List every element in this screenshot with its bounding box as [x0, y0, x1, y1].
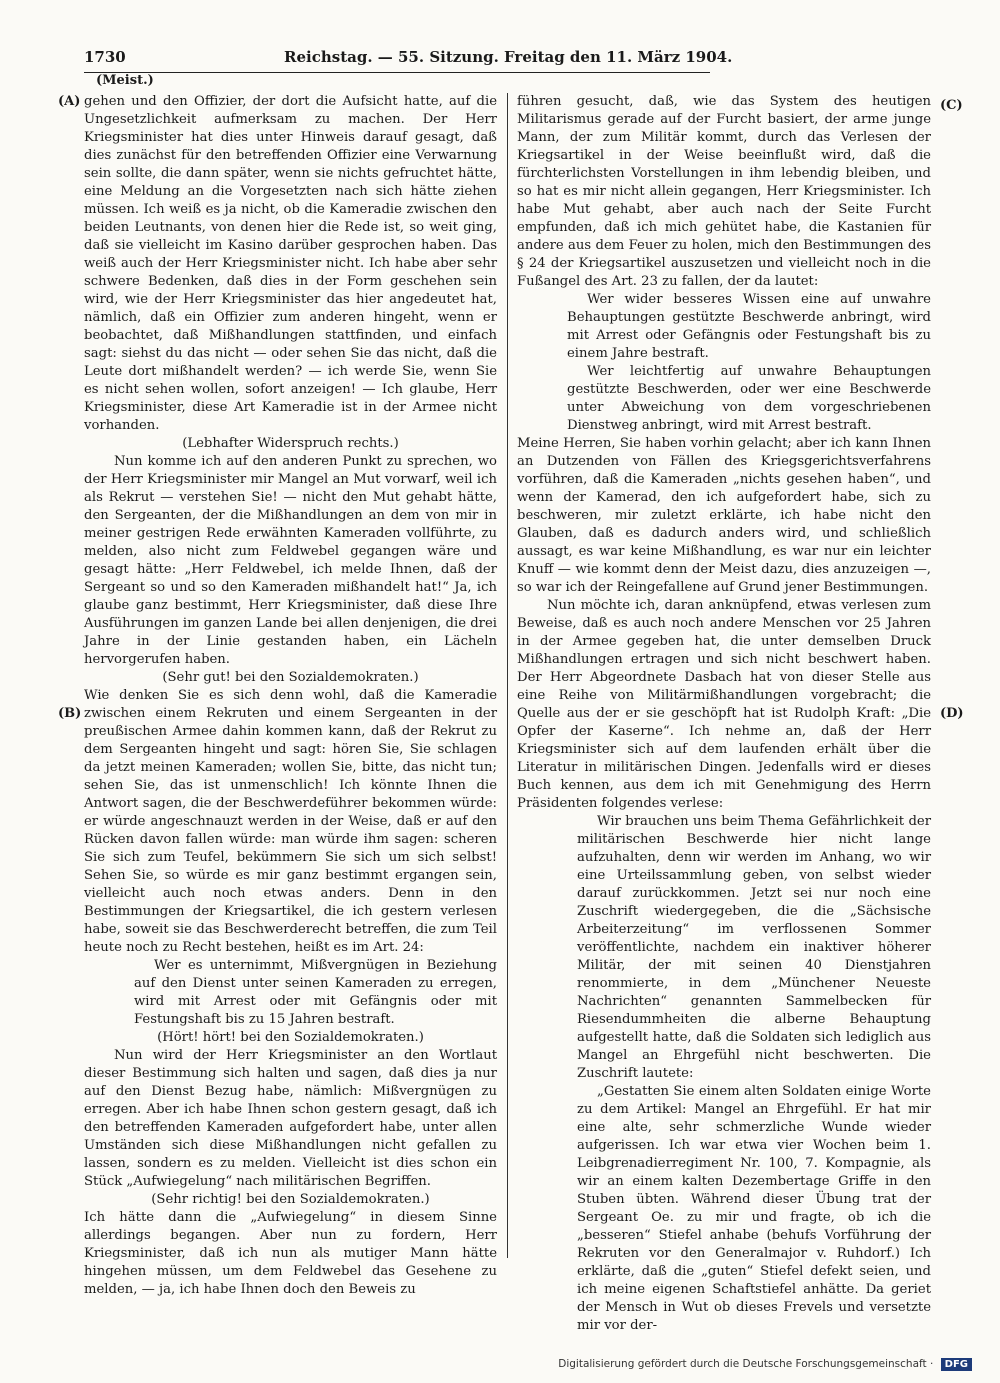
- paragraph: Wie denken Sie es sich denn wohl, daß die Kameradie zwischen einem Rekruten und einem Sergeanten in der preußischen Armee dahin kommen kann, daß der Rekrut zu dem Sergeanten hingeht und sagt: hören Sie, Sie schlagen da jetzt meinen Kameraden; wollen Sie, bitte, das nicht tun; sehen Sie, das ist unmenschlich! Ich könnte Ihnen die Antwort sagen, die der Beschwerdeführer bekommen würde: er würde angeschnauzt werden in der Weise, daß er auf den Rücken davon fallen würde: man würde ihm sagen: scheren Sie sich zum Teufel, bekümmern Sie sich um sich selbst! Sehen Sie, so würde es mir ganz bestimmt ergangen sein, vielleicht auch noch etwas anders. Denn in den Bestimmungen der Kriegsartikel, die ich gestern verlesen habe, soweit sie das Beschwerderecht betreffen, die zum Teil heute noch zu Recht bestehen, heißt es im Art. 24:: [84, 688, 497, 955]
- dfg-logo: DFG: [941, 1358, 972, 1371]
- paragraph: gehen und den Offizier, der dort die Aufsicht hatte, auf die Ungesetzlichkeit aufmerksam zu machen. Der Herr Kriegsminister hat dies unter Hinweis darauf gesagt, daß dies zunächst für den betreffenden Offizier eine Verwarnung sein sollte, die dann später, wenn sie nichts gefruchtet hätte, eine Meldung an die Vorgesetzten nach sich hätte ziehen müssen. Ich weiß es ja nicht, ob die Kameradie zwischen den beiden Leutnants, von denen hier die Rede ist, so weit ging, daß sie vielleicht im Kasino darüber gesprochen haben. Das weiß auch der Herr Kriegsminister nicht. Ich habe aber sehr schwere Bedenken, daß dies in der Form geschehen sein wird, wie der Herr Kriegsminister das hier angedeutet hat, nämlich, daß ein Offizier zum anderen hingeht, wenn er beobachtet, daß Mißhandlungen stattfinden, und einfach sagt: siehst du das nicht — oder sehen Sie das nicht, daß die Leute dort mißhandelt werden? — ich werde Sie, wenn Sie es nicht sehen wollen, sofort anzeigen! — Ich glaube, Herr Kriegsminister, diese Art Kameradie ist in der Armee nicht vorhanden.: [84, 94, 497, 433]
- paragraph: Wer wider besseres Wissen eine auf unwahre Behauptungen gestützte Beschwerde anbringt, wird mit Arrest oder Gefängnis oder Festungshaft bis zu einem Jahre bestraft.: [567, 292, 931, 361]
- margin-marker-c: (C): [940, 98, 963, 113]
- paragraph: „Gestatten Sie einem alten Soldaten einige Worte zu dem Artikel: Mangel an Ehrgefühl. Er hat mir eine alte, sehr schmerzliche Wunde wieder aufgerissen. Ich war etwa vier Wochen beim 1. Leibgrenadierregiment Nr. 100, 7. Kompagnie, als wir an einem kalten Dezembertage Griffe in den Stuben übten. Während dieser Übung trat der Sergeant Oe. zu mir und fragte, ob ich die „besseren“ Stiefel anhabe (behufs Vorführung der Rekruten vor den Generalmajor v. Ruhdorf.) Ich erklärte, daß die „guten“ Stiefel defekt seien, und ich meine eigenen Schaftstiefel anhätte. Da geriet der Mensch in Wut ob dieses Frevels und versetzte mir vor der-: [577, 1084, 931, 1333]
- paragraph: Nun möchte ich, daran anknüpfend, etwas verlesen zum Beweise, daß es auch noch andere Menschen vor 25 Jahren in der Armee gegeben hat, die unter demselben Druck Mißhandlungen ertragen und sich nicht beschwert haben. Der Herr Abgeordnete Dasbach hat von dieser Stelle aus eine Reihe von Militärmißhandlungen vorgebracht; die Quelle aus der er sie geschöpft hat ist Rudolph Kraft: „Die Opfer der Kaserne“. Ich nehme an, daß der Herr Kriegsminister sich auf dem laufenden erhält über die Literatur in militärischen Dingen. Jedenfalls wird er dieses Buch kennen, aus dem ich mit Genehmigung des Herrn Präsidenten folgendes verlese:: [517, 598, 931, 811]
- footer-text: Digitalisierung gefördert durch die Deutsche Forschungsgemeinschaft ·: [558, 1358, 934, 1370]
- paragraph: Nun wird der Herr Kriegsminister an den Wortlaut dieser Bestimmung sich halten und sagen, daß dies ja nur auf den Dienst Bezug habe, nämlich: Mißvergnügen zu erregen. Aber ich habe Ihnen schon gestern gesagt, daß ich den betreffenden Kameraden aufgefordert habe, unter allen Umständen sich diese Mißhandlungen nicht gefallen zu lassen, sondern es zu melden. Vielleicht ist dies schon ein Stück „Aufwiegelung“ nach militärischen Begriffen.: [84, 1048, 497, 1189]
- right-text-column: [517, 93, 931, 1333]
- paragraph: Wir brauchen uns beim Thema Gefährlichkeit der militärischen Beschwerde hier nicht lange aufzuhalten, denn wir werden im Anhang, wo wir eine Urteilssammlung geben, von selbst wieder darauf zurückkommen. Jetzt sei nur noch eine Zuschrift wiedergegeben, die die „Sächsische Arbeiterzeitung“ im verflossenen Sommer veröffentlichte, nachdem ein inaktiver höherer Militär, der mit seinen 40 Dienstjahren renommierte, in dem „Münchener Neueste Nachrichten“ genannten Sammelbecken für Riesendummheiten die alberne Behauptung aufgestellt hatte, daß die Soldaten sich lediglich aus Mangel an Ehrgefühl nicht beschwerten. Die Zuschrift lautete:: [577, 814, 931, 1081]
- margin-marker-b: (B): [58, 706, 82, 721]
- speaker-label: (Meist.): [96, 73, 154, 88]
- paragraph: Nun komme ich auf den anderen Punkt zu sprechen, wo der Herr Kriegsminister mir Mangel an Mut vorwarf, weil ich als Rekrut — verstehen Sie! — nicht den Mut gehabt hätte, den Sergeanten, der die Mißhandlungen an dem von mir in meiner gestrigen Rede erwähnten Kameraden vollführte, zu melden, also nicht zum Feldwebel gegangen wäre und gesagt hätte: „Herr Feldwebel, ich melde Ihnen, daß der Sergeant so und so den Kameraden mißhandelt hat!“ Ja, ich glaube ganz bestimmt, Herr Kriegsminister, daß diese Ihre Ausführungen im ganzen Lande bei allen denjenigen, die drei Jahre in der Linie gestanden haben, ein Lächeln hervorgerufen haben.: [84, 454, 497, 667]
- paragraph: Meine Herren, Sie haben vorhin gelacht; aber ich kann Ihnen an Dutzenden von Fällen des Kriegsgerichtsverfahrens vorführen, daß die Kameraden „nichts gesehen haben“, und wenn der Kamerad, den ich aufgefordert habe, sich zu beschweren, mir zuletzt erklärte, ich habe nicht den Glauben, daß es dadurch anders wird, und schließlich aussagt, es war keine Mißhandlung, es war nur ein leichter Knuff — wie kommt denn der Meist dazu, dies anzuzeigen —, so war ich der Reingefallene auf Grund jener Bestimmungen.: [517, 436, 931, 595]
- paragraph: (Sehr richtig! bei den Sozialdemokraten.): [151, 1192, 430, 1207]
- paragraph: Ich hätte dann die „Aufwiegelung“ in diesem Sinne allerdings begangen. Aber nun zu fordern, Herr Kriegsminister, daß ich nun als mutiger Mann hätte hingehen müssen, um dem Feldwebel das Gesehene zu melden, — ja, ich habe Ihnen doch den Beweis zu: [84, 1210, 497, 1297]
- paragraph: (Sehr gut! bei den Sozialdemokraten.): [162, 670, 419, 685]
- page-number: 1730: [84, 48, 126, 66]
- paragraph: Wer leichtfertig auf unwahre Behauptungen gestützte Beschwerden, oder wer eine Beschwerde unter Abweichung von dem vorgeschriebenen Dienstweg anbringt, wird mit Arrest bestraft.: [567, 364, 931, 433]
- margin-marker-a: (A): [58, 94, 81, 109]
- paragraph: (Lebhafter Widerspruch rechts.): [182, 436, 399, 451]
- page-title: Reichstag. — 55. Sitzung. Freitag den 11. März 1904.: [284, 48, 733, 66]
- column-divider: [507, 93, 508, 1258]
- margin-marker-d: (D): [940, 706, 964, 721]
- page-header: [84, 42, 733, 73]
- paragraph: (Hört! hört! bei den Sozialdemokraten.): [157, 1030, 424, 1045]
- footer-credit: [558, 1358, 972, 1371]
- paragraph: führen gesucht, daß, wie das System des heutigen Militarismus gerade auf der Furcht basiert, der arme junge Mann, der zum Militär kommt, durch das Verlesen der Kriegsartikel in der Weise beeinflußt wird, daß die fürchterlichsten Vorstellungen in ihm lebendig bleiben, und so hat es mir nicht allein gegangen, Herr Kriegsminister. Ich habe Mut gehabt, aber auch nach der Seite Furcht empfunden, daß ich mich gehütet habe, die Kastanien für andere aus dem Feuer zu holen, mich den Bestimmungen des § 24 der Kriegsartikel auszusetzen und vielleicht noch in die Fußangel des Art. 23 zu fallen, der da lautet:: [517, 94, 931, 289]
- paragraph: Wer es unternimmt, Mißvergnügen in Beziehung auf den Dienst unter seinen Kameraden zu erregen, wird mit Arrest oder mit Gefängnis oder mit Festungshaft bis zu 15 Jahren bestraft.: [134, 958, 497, 1027]
- left-text-column: [84, 93, 497, 1297]
